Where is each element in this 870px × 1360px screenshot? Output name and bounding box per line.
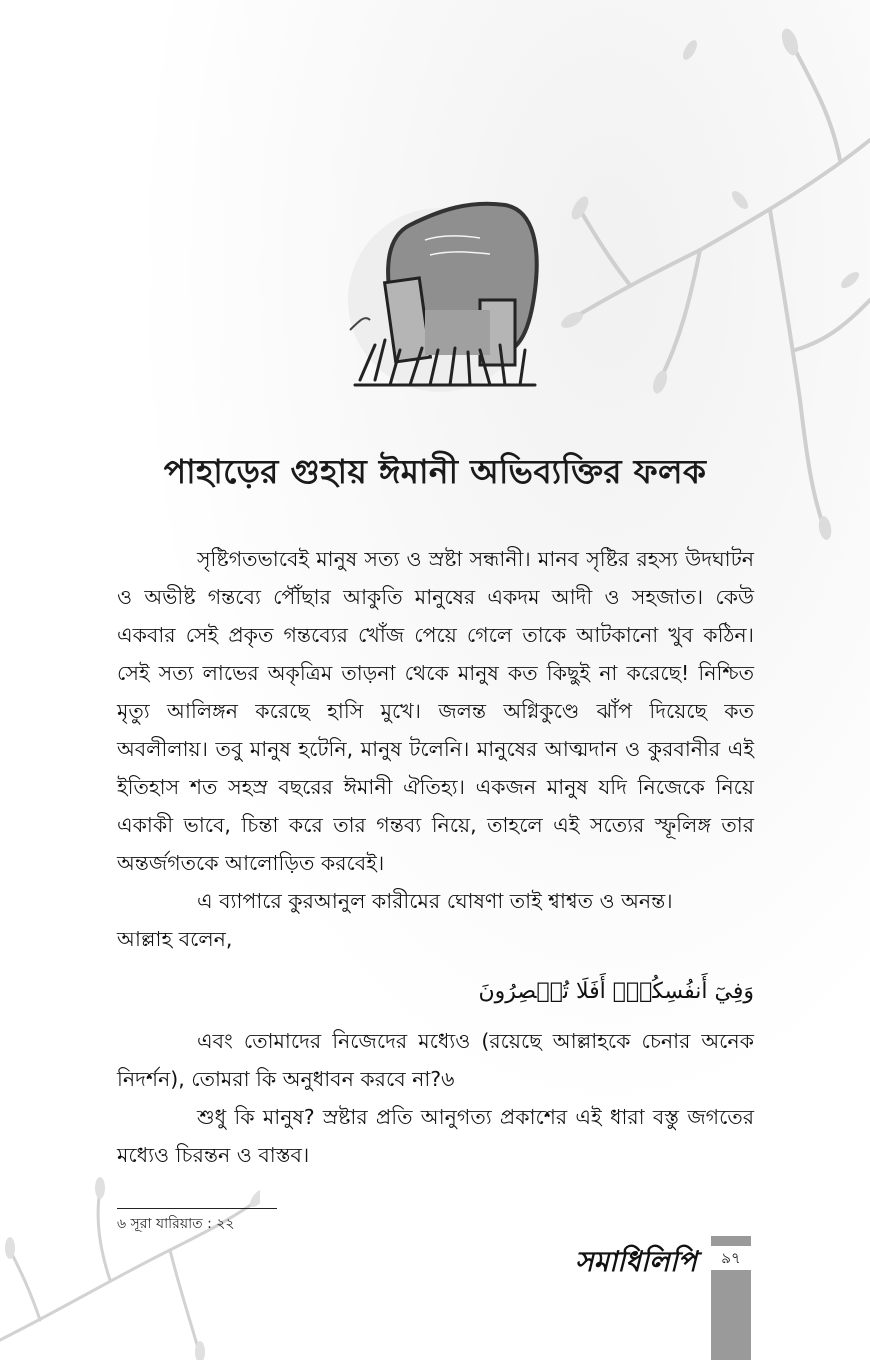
paragraph-allah-says: আল্লাহ বলেন, <box>117 927 233 951</box>
paragraph-closing: শুধু কি মানুষ? স্রষ্টার প্রতি আনুগত্য প্রকাশের এই ধারা বস্তু জগতের মধ্যেও চিরন্তন ও বাস্তব। <box>117 1105 754 1167</box>
page-number: ৯৭ <box>711 1246 751 1270</box>
paragraph-intro: সৃষ্টিগতভাবেই মানুষ সত্য ও স্রষ্টা সন্ধানী। মানব সৃষ্টির রহস্য উদঘাটন ও অভীষ্ট গন্তব্যে পৌঁছার আকুতি মানুষের একদম আদী ও সহজাত। কেউ একবার সেই প্রকৃত গন্তব্যের খোঁজ পেয়ে গেলে তাকে আটকানো খুব কঠিন। সেই সত্য লাভের অকৃত্রিম তাড়না থেকে মানুষ কত কিছুই না করেছে! নিশ্চিত মৃত্যু আলিঙ্গন করেছে হাসি মুখে। জলন্ত অগ্নিকুণ্ডে ঝাঁপ দিয়েছে কত অবলীলায়। তবু মানুষ হটেনি, মানুষ টলেনি। মানুষের আত্মদান ও কুরবানীর এই ইতিহাস শত সহস্র বছরের ঈমানী ঐতিহ্য। একজন মানুষ যদি নিজেকে নিয়ে একাকী ভাবে, চিন্তা করে তার গন্তব্য নিয়ে, তাহলে এই সত্যের স্ফূলিঙ্গ তার অন্তর্জগতকে আলোড়িত করবেই। <box>117 547 754 875</box>
body-text <box>117 540 754 1174</box>
arabic-verse: وَفِيٓ أَنفُسِكُمۡۚ أَفَلَا تُبۡصِرُونَ <box>478 979 754 1004</box>
verse-translation: এবং তোমাদের নিজেদের মধ্যেও (রয়েছে আল্লাহকে চেনার অনেক নিদর্শন), তোমরা কি অনুধাবন করবে না?৬ <box>117 1029 754 1091</box>
chapter-title: পাহাড়ের গুহায় ঈমানী অভিব্যক্তির ফলক <box>163 452 707 491</box>
footnote: ৬ সূরা যারিয়াত : ২২ <box>117 1216 235 1232</box>
paragraph-quran-declaration: এ ব্যাপারে কুরআনুল কারীমের ঘোষণা তাই শ্বাশ্বত ও অনন্ত। <box>197 889 673 913</box>
footnote-divider <box>117 1208 277 1209</box>
gravestone-illustration <box>330 180 550 410</box>
book-logo: সমাধিলিপি <box>575 1245 697 1278</box>
